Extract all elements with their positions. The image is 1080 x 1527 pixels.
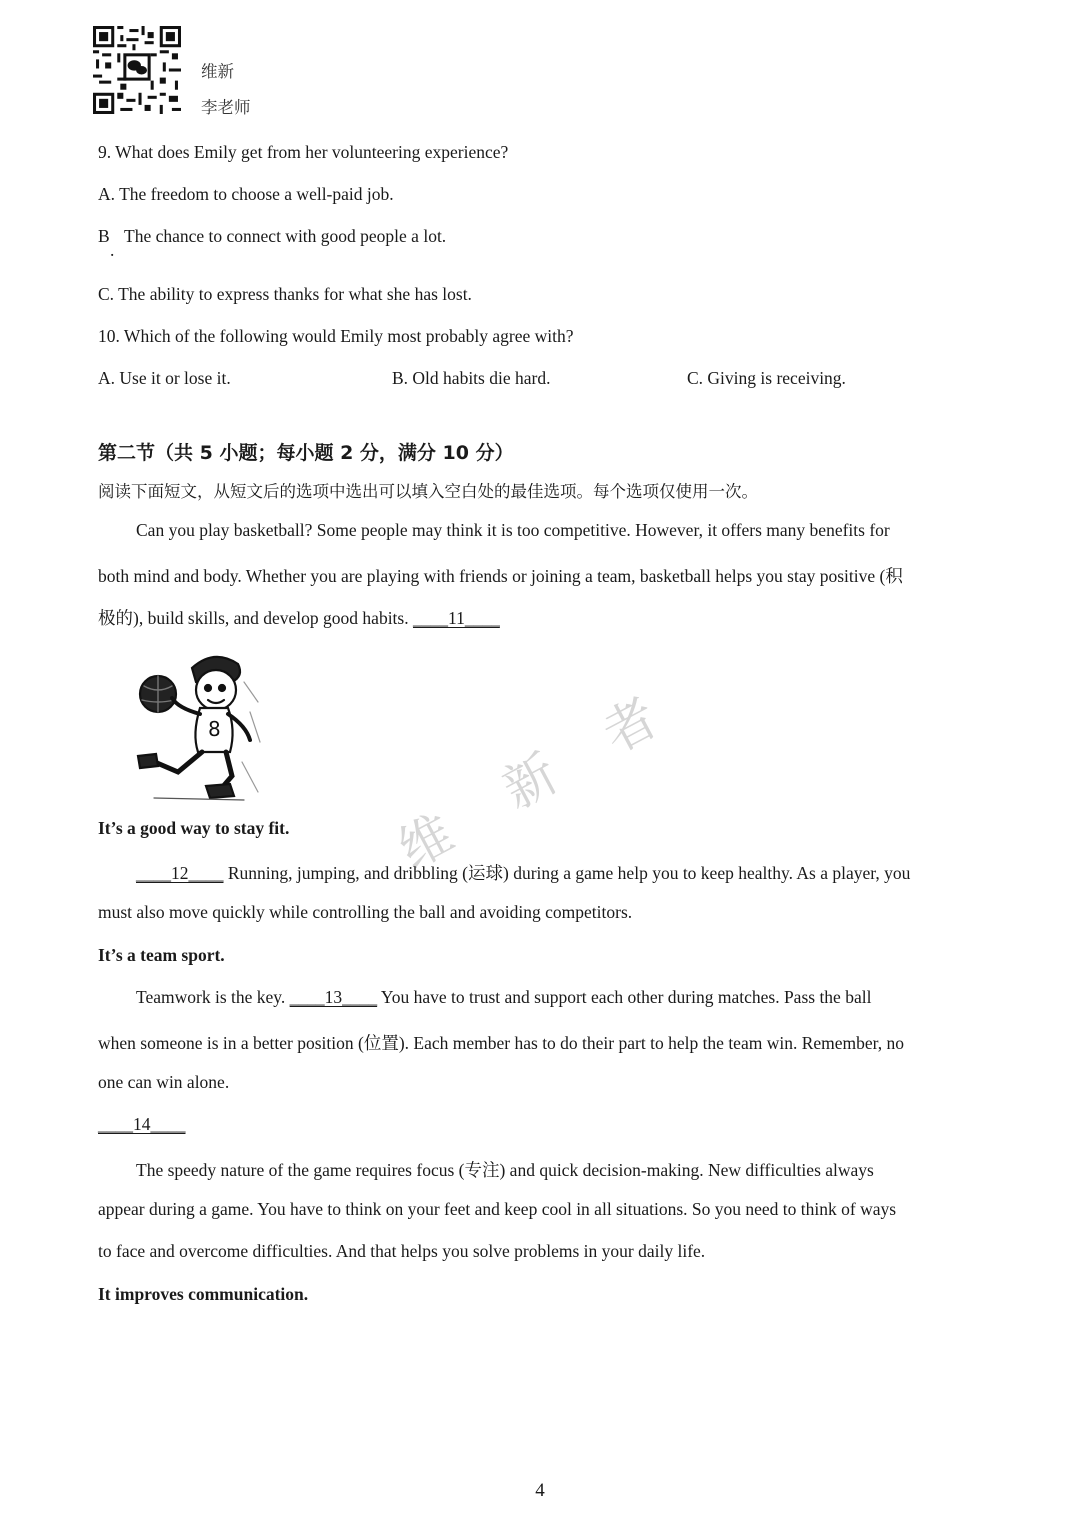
focus-paragraph-line-3: to face and overcome difficulties. And that helps you solve problems in your daily life. bbox=[98, 1241, 706, 1261]
brand-teacher: 李老师 bbox=[201, 98, 251, 117]
team-paragraph-text-1b: You have to trust and support each other during matches. Pass the ball bbox=[380, 987, 872, 1007]
question-9-option-a: A. The freedom to choose a well-paid job. bbox=[98, 184, 394, 204]
intro-line-2: both mind and body. Whether you are playing with friends or joining a team, basketball helps you stay positive (积 bbox=[98, 566, 903, 586]
question-9-stem: 9. What does Emily get from her volunteering experience? bbox=[98, 142, 509, 162]
question-10-stem: 10. Which of the following would Emily most probably agree with? bbox=[98, 326, 574, 346]
blank-13: ____13____ bbox=[289, 987, 378, 1007]
blank-12: ____12____ bbox=[136, 863, 224, 883]
question-9-option-b-text: The chance to connect with good people a lot. bbox=[124, 226, 447, 246]
fit-paragraph-line-2: must also move quickly while controlling the ball and avoiding competitors. bbox=[98, 902, 633, 922]
heading-team-sport: It’s a team sport. bbox=[98, 945, 225, 965]
question-10-option-a: A. Use it or lose it. bbox=[98, 368, 231, 388]
fit-paragraph-text-1: Running, jumping, and dribbling (运球) during a game help you to keep healthy. As a player, you bbox=[227, 863, 911, 883]
brand-name: 维新 bbox=[201, 62, 234, 81]
heading-communication: It improves communication. bbox=[98, 1284, 309, 1304]
page-number: 4 bbox=[535, 1480, 545, 1501]
team-paragraph-line-1 bbox=[136, 987, 871, 1008]
team-paragraph-text-1a: Teamwork is the key. bbox=[136, 987, 286, 1007]
intro-line-3 bbox=[98, 605, 500, 630]
qr-code-icon bbox=[92, 26, 182, 114]
question-10-option-b: B. Old habits die hard. bbox=[392, 368, 551, 388]
watermark-char-1: 维 bbox=[389, 803, 464, 882]
svg-text:8: 8 bbox=[208, 717, 221, 741]
focus-paragraph-line-1: The speedy nature of the game requires focus (专注) and quick decision-making. New difficulties always bbox=[136, 1160, 874, 1180]
watermark-char-3: 者 bbox=[593, 687, 668, 766]
heading-stay-fit: It’s a good way to stay fit. bbox=[98, 818, 290, 838]
question-9-option-c: C. The ability to express thanks for what she has lost. bbox=[98, 284, 472, 304]
watermark-char-2: 新 bbox=[493, 743, 568, 822]
intro-line-3-text: 极的), build skills, and develop good habits. bbox=[98, 608, 409, 628]
question-10-option-c: C. Giving is receiving. bbox=[687, 368, 846, 388]
intro-line-1: Can you play basketball? Some people may think it is too competitive. However, it offers many benefits for bbox=[136, 520, 890, 540]
basketball-player-illustration bbox=[134, 642, 262, 804]
section-title: 第二节（共 5 小题；每小题 2 分，满分 10 分） bbox=[98, 442, 514, 464]
team-paragraph-line-2: when someone is in a better position (位置). Each member has to do their part to help the team win. Remember, no bbox=[98, 1033, 905, 1053]
question-9-option-b-letter: B bbox=[98, 226, 110, 246]
question-9-option-b-dot: . bbox=[110, 240, 115, 260]
focus-paragraph-line-2: appear during a game. You have to think on your feet and keep cool in all situations. So you need to think of ways bbox=[98, 1199, 897, 1219]
section-instruction: 阅读下面短文，从短文后的选项中选出可以填入空白处的最佳选项。每个选项仅使用一次。 bbox=[98, 482, 758, 501]
blank-14: ____14____ bbox=[98, 1114, 186, 1134]
team-paragraph-line-3: one can win alone. bbox=[98, 1072, 230, 1092]
fit-paragraph-line-1 bbox=[136, 860, 910, 885]
blank-11: ____11____ bbox=[412, 608, 500, 628]
